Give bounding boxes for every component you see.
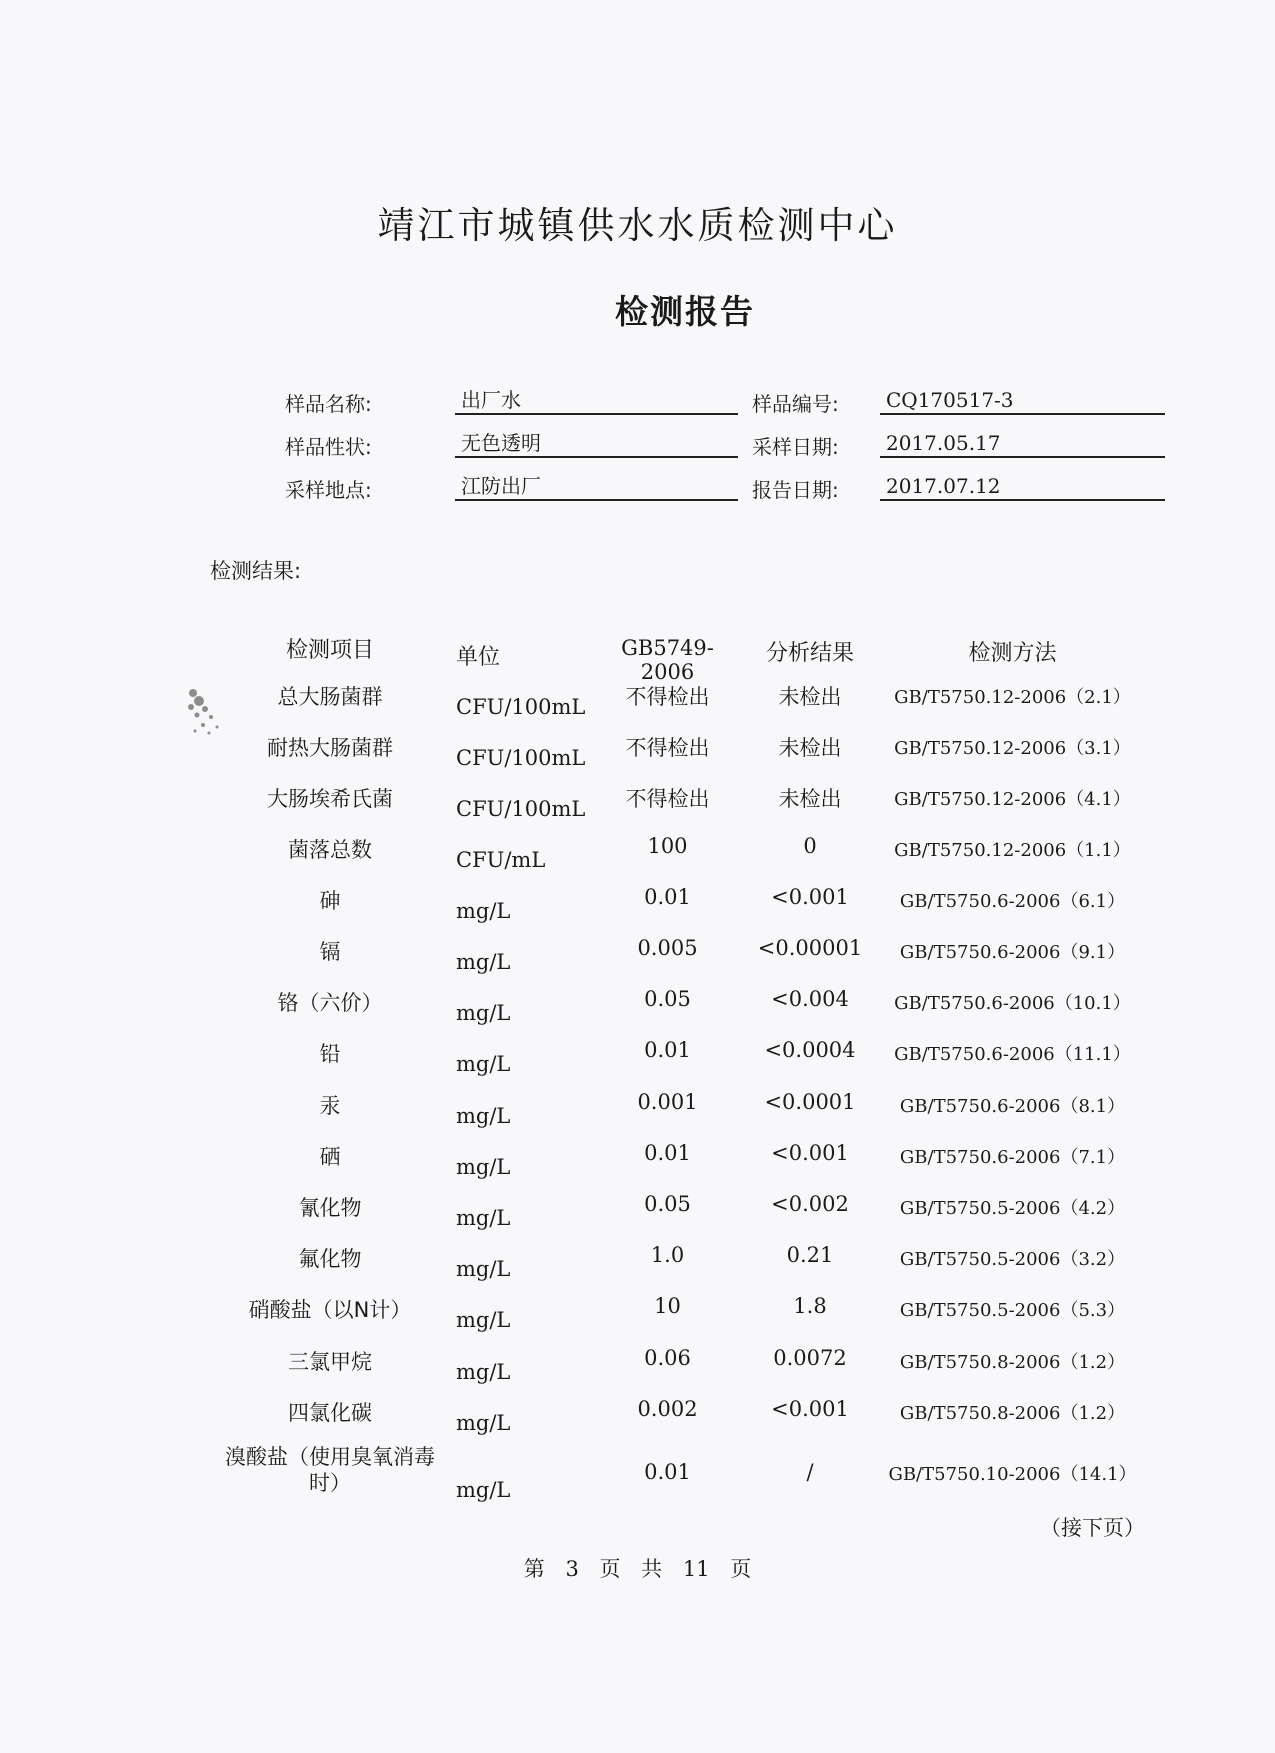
cell-result: 0 xyxy=(803,834,817,858)
cell-unit: mg/L xyxy=(456,1001,511,1025)
table-row xyxy=(0,1038,1275,1089)
header-unit: 单位 xyxy=(456,645,501,670)
cell-method: GB/T5750.6-2006（6.1） xyxy=(899,891,1126,912)
cell-unit: mg/L xyxy=(456,1411,511,1435)
cell-unit: mg/L xyxy=(456,1206,511,1230)
cell-result: <0.004 xyxy=(771,987,849,1011)
sampling-date-label: 采样日期: xyxy=(752,435,839,459)
cell-unit: mg/L xyxy=(456,1104,511,1128)
cell-method: GB/T5750.10-2006（14.1） xyxy=(888,1464,1137,1485)
cell-standard: 1.0 xyxy=(650,1243,685,1267)
cell-item: 铬（六价） xyxy=(277,991,383,1015)
table-row xyxy=(0,783,1275,834)
cell-result: <0.001 xyxy=(771,885,849,909)
cell-result: <0.00001 xyxy=(757,936,863,960)
continue-note: （接下页） xyxy=(1040,1516,1145,1540)
header-result: 分析结果 xyxy=(765,641,854,666)
cell-standard: 100 xyxy=(647,834,688,858)
cell-standard: 0.01 xyxy=(644,885,691,909)
cell-result: / xyxy=(806,1460,814,1484)
cell-item: 硝酸盐（以N计） xyxy=(248,1298,412,1322)
cell-method: GB/T5750.8-2006（1.2） xyxy=(899,1403,1126,1424)
sample-no-value: CQ170517-3 xyxy=(880,385,1165,415)
cell-standard: 0.001 xyxy=(637,1090,698,1114)
cell-item: 砷 xyxy=(319,889,341,913)
cell-item: 铅 xyxy=(319,1042,341,1066)
cell-result: <0.0001 xyxy=(764,1090,856,1114)
cell-item: 总大肠菌群 xyxy=(277,685,383,709)
cell-method: GB/T5750.6-2006（11.1） xyxy=(894,1044,1131,1065)
cell-unit: mg/L xyxy=(456,1360,511,1384)
cell-result: 未检出 xyxy=(778,685,842,709)
sample-name-value: 出厂水 xyxy=(455,385,738,415)
cell-standard: 不得检出 xyxy=(625,736,710,760)
results-heading: 检测结果: xyxy=(210,559,302,583)
cell-method: GB/T5750.6-2006（10.1） xyxy=(894,993,1131,1014)
cell-unit: mg/L xyxy=(456,899,511,923)
cell-unit: CFU/100mL xyxy=(456,695,586,719)
cell-method: GB/T5750.5-2006（4.2） xyxy=(899,1198,1126,1219)
table-row xyxy=(0,834,1275,885)
report-date-value: 2017.07.12 xyxy=(880,471,1165,501)
cell-result: 0.0072 xyxy=(773,1346,847,1370)
report-title: 检测报告 xyxy=(615,292,755,331)
cell-standard: 0.05 xyxy=(644,1192,691,1216)
sampling-site-value: 江防出厂 xyxy=(455,471,738,501)
page-number: 第 3 页 共 11 页 xyxy=(523,1557,752,1581)
table-row xyxy=(0,1192,1275,1243)
sample-state-value: 无色透明 xyxy=(455,428,738,458)
cell-item: 大肠埃希氏菌 xyxy=(267,787,393,811)
cell-method: GB/T5750.6-2006（7.1） xyxy=(899,1147,1126,1168)
cell-result: 未检出 xyxy=(778,736,842,760)
cell-unit: mg/L xyxy=(456,1052,511,1076)
cell-result: <0.001 xyxy=(771,1141,849,1165)
cell-item: 耐热大肠菌群 xyxy=(267,736,393,760)
cell-result: 1.8 xyxy=(793,1294,827,1318)
cell-unit: mg/L xyxy=(456,1308,511,1332)
cell-standard: 0.01 xyxy=(644,1038,691,1062)
sample-name-label: 样品名称: xyxy=(285,392,372,416)
cell-method: GB/T5750.8-2006（1.2） xyxy=(899,1352,1126,1373)
table-row xyxy=(0,1445,1275,1508)
organization-title: 靖江市城镇供水水质检测中心 xyxy=(377,204,898,247)
cell-standard: 不得检出 xyxy=(625,685,710,709)
sampling-date-value: 2017.05.17 xyxy=(880,428,1165,458)
table-row xyxy=(0,1397,1275,1448)
header-standard: GB5749-2006 xyxy=(621,636,714,684)
table-row xyxy=(0,1090,1275,1141)
cell-method: GB/T5750.12-2006（3.1） xyxy=(894,738,1131,759)
cell-standard: 0.01 xyxy=(644,1460,691,1484)
sample-no-label: 样品编号: xyxy=(752,392,839,416)
cell-item: 氰化物 xyxy=(298,1196,362,1220)
cell-method: GB/T5750.6-2006（8.1） xyxy=(899,1096,1126,1117)
cell-result: <0.0004 xyxy=(764,1038,856,1062)
cell-item: 硒 xyxy=(319,1145,341,1169)
cell-standard: 0.01 xyxy=(644,1141,691,1165)
cell-method: GB/T5750.12-2006（4.1） xyxy=(894,789,1131,810)
cell-standard: 0.005 xyxy=(637,936,698,960)
header-method: 检测方法 xyxy=(968,641,1057,666)
table-row xyxy=(0,1346,1275,1397)
table-row xyxy=(0,885,1275,936)
cell-result: <0.001 xyxy=(771,1397,849,1421)
cell-standard: 0.05 xyxy=(644,987,691,1011)
cell-item: 菌落总数 xyxy=(288,838,372,862)
cell-item: 溴酸盐（使用臭氧消毒时） xyxy=(225,1445,435,1495)
cell-result: 未检出 xyxy=(778,787,842,811)
table-row xyxy=(0,1243,1275,1294)
cell-unit: CFU/100mL xyxy=(456,797,586,821)
report-date-label: 报告日期: xyxy=(752,478,839,502)
cell-unit: CFU/100mL xyxy=(456,746,586,770)
cell-method: GB/T5750.5-2006（3.2） xyxy=(899,1249,1126,1270)
header-item: 检测项目 xyxy=(285,638,374,663)
scan-smudge xyxy=(183,683,233,743)
cell-item: 四氯化碳 xyxy=(288,1401,372,1425)
cell-unit: CFU/mL xyxy=(456,848,546,872)
cell-item: 氟化物 xyxy=(298,1247,362,1271)
cell-method: GB/T5750.6-2006（9.1） xyxy=(899,942,1126,963)
cell-item: 汞 xyxy=(319,1094,341,1118)
cell-standard: 0.06 xyxy=(644,1346,691,1370)
cell-method: GB/T5750.12-2006（1.1） xyxy=(894,840,1131,861)
cell-unit: mg/L xyxy=(456,1257,511,1281)
cell-item: 三氯甲烷 xyxy=(288,1350,372,1374)
cell-unit: mg/L xyxy=(456,1478,511,1502)
cell-standard: 不得检出 xyxy=(625,787,710,811)
cell-standard: 0.002 xyxy=(637,1397,698,1421)
cell-item: 镉 xyxy=(319,940,341,964)
sampling-site-label: 采样地点: xyxy=(285,478,372,502)
table-row xyxy=(0,1141,1275,1192)
cell-result: 0.21 xyxy=(786,1243,834,1267)
cell-method: GB/T5750.12-2006（2.1） xyxy=(894,687,1131,708)
table-row xyxy=(0,936,1275,987)
cell-unit: mg/L xyxy=(456,1155,511,1179)
sample-state-label: 样品性状: xyxy=(285,435,372,459)
table-row xyxy=(0,1294,1275,1345)
table-row xyxy=(0,987,1275,1038)
cell-method: GB/T5750.5-2006（5.3） xyxy=(899,1300,1126,1321)
cell-standard: 10 xyxy=(654,1294,681,1318)
cell-result: <0.002 xyxy=(771,1192,849,1216)
cell-unit: mg/L xyxy=(456,950,511,974)
